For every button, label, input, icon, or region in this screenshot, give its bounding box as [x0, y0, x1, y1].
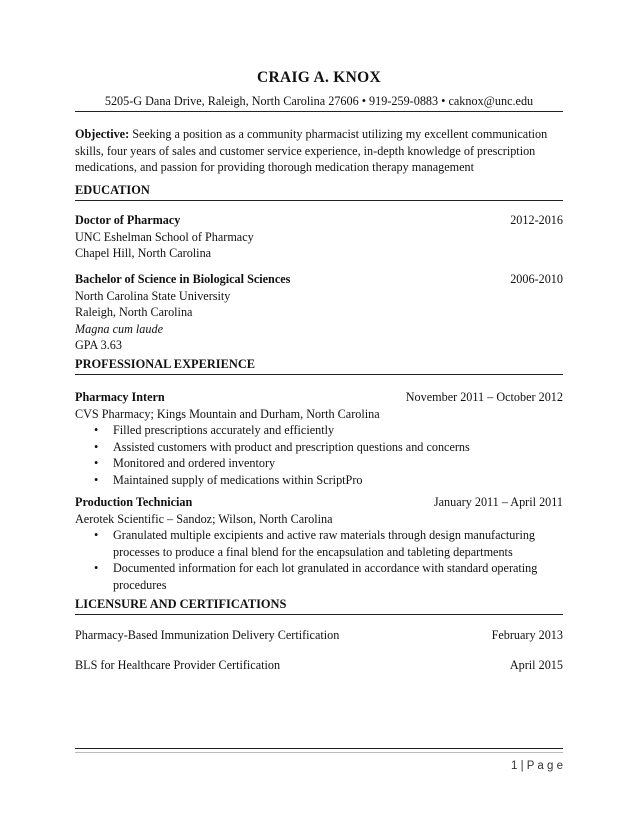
duty-text: Maintained supply of medications within ScriptPro [113, 472, 363, 487]
education-entry [75, 271, 563, 354]
duty-text: Assisted customers with product and prescription questions and concerns [113, 439, 470, 454]
page-number: 1 | P a g e [510, 760, 563, 772]
degree-dates: 2012-2016 [510, 213, 563, 227]
contact-line: 5205-G Dana Drive, Raleigh, North Carolina 27606 • 919-259-0883 • caknox@unc.edu [104, 94, 534, 108]
list-item [75, 560, 563, 593]
objective-text: Seeking a position as a community pharmacist utilizing my excellent communication skills, four years of sales and customer service experience, in-depth knowledge of prescription medications, and passion for providing thorough medication therapy management [75, 127, 548, 174]
header-divider [75, 111, 563, 112]
bullet-icon: • [94, 439, 99, 454]
bullet-icon: • [94, 561, 99, 575]
job-dates: January 2011 – April 2011 [433, 495, 563, 509]
duty-list [75, 527, 563, 593]
education-entry [75, 212, 563, 262]
list-item [75, 527, 563, 560]
list-item [75, 422, 563, 439]
job-title: Production Technician [75, 495, 193, 509]
degree-title: Doctor of Pharmacy [75, 213, 181, 227]
bullet-icon: • [94, 423, 99, 437]
school-name: North Carolina State University [75, 288, 231, 303]
footer-divider-thin [75, 752, 563, 753]
duty-text: Monitored and ordered inventory [113, 456, 276, 470]
education-heading: EDUCATION [75, 183, 563, 201]
duty-text: Filled prescriptions accurately and efficiently [113, 423, 335, 437]
list-item [75, 439, 563, 456]
job-entry [75, 389, 563, 488]
job-title: Pharmacy Intern [75, 390, 165, 404]
bullet-icon: • [94, 456, 99, 470]
certification-name: BLS for Healthcare Provider Certification [75, 658, 281, 672]
bullet-icon: • [94, 472, 99, 487]
job-entry [75, 494, 563, 593]
employer: Aerotek Scientific – Sandoz; Wilson, North Carolina [75, 511, 333, 526]
objective-label: Objective: [75, 127, 130, 141]
gpa: GPA 3.63 [75, 338, 122, 352]
list-item [75, 472, 563, 489]
licensure-heading: LICENSURE AND CERTIFICATIONS [75, 597, 563, 615]
experience-heading: PROFESSIONAL EXPERIENCE [75, 357, 563, 375]
honors: Magna cum laude [75, 321, 164, 336]
certification-row [75, 657, 563, 674]
job-dates: November 2011 – October 2012 [405, 390, 563, 404]
degree-title: Bachelor of Science in Biological Sciences [75, 272, 291, 286]
duty-list [75, 422, 563, 488]
bullet-icon: • [94, 528, 99, 542]
objective-section [75, 126, 563, 176]
list-item [75, 455, 563, 472]
certification-date: April 2015 [509, 658, 563, 672]
certification-row [75, 627, 563, 644]
footer-divider [75, 748, 563, 749]
candidate-name: CRAIG A. KNOX [256, 69, 382, 86]
employer: CVS Pharmacy; Kings Mountain and Durham, North Carolina [75, 406, 380, 421]
school-location: Chapel Hill, North Carolina [75, 246, 212, 260]
certification-name: Pharmacy-Based Immunization Delivery Certification [75, 628, 340, 642]
duty-text: Granulated multiple excipients and active raw materials through design manufacturing processes to produce a final blend for the encapsulation and tableting departments [113, 528, 536, 559]
degree-dates: 2006-2010 [510, 272, 563, 286]
school-name: UNC Eshelman School of Pharmacy [75, 229, 254, 244]
duty-text: Documented information for each lot granulated in accordance with standard operating procedures [113, 561, 538, 592]
school-location: Raleigh, North Carolina [75, 305, 193, 319]
certification-date: February 2013 [491, 628, 563, 642]
